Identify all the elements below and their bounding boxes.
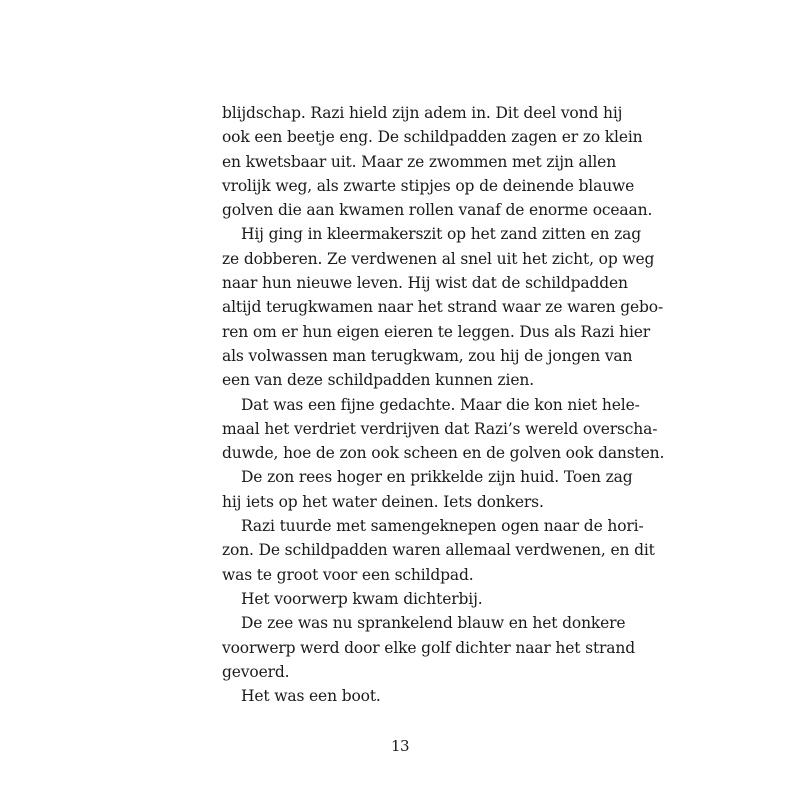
text-line: naar hun nieuwe leven. Hij wist dat de schildpadden — [222, 274, 628, 293]
text-line: zon. De schildpadden waren allemaal verdwenen, en dit — [222, 541, 655, 560]
text-line: vrolijk weg, als zwarte stipjes op de deinende blauwe — [222, 176, 635, 195]
text-line: ook een beetje eng. De schildpadden zagen er zo klein — [222, 128, 643, 147]
text-line: altijd terugkwamen naar het strand waar ze waren gebo- — [222, 298, 664, 317]
text-line: voorwerp werd door elke golf dichter naar het strand — [222, 638, 635, 657]
text-line: Het voorwerp kwam dichterbij. — [241, 589, 483, 608]
text-line: golven die aan kwamen rollen vanaf de enorme oceaan. — [222, 201, 653, 220]
text-line: hij iets op het water deinen. Iets donkers. — [222, 492, 544, 511]
text-line: gevoerd. — [222, 662, 290, 681]
page-number: 13 — [390, 737, 410, 755]
book-page-text — [222, 101, 665, 708]
text-line: De zee was nu sprankelend blauw en het donkere — [241, 614, 626, 633]
text-line: duwde, hoe de zon ook scheen en de golven ook dansten. — [222, 444, 665, 463]
text-line: een van deze schildpadden kunnen zien. — [222, 371, 534, 390]
text-line: De zon rees hoger en prikkelde zijn huid. Toen zag — [241, 468, 633, 487]
text-line: blijdschap. Razi hield zijn adem in. Dit deel vond hij — [222, 104, 623, 122]
text-line: maal het verdriet verdrijven dat Razi’s wereld overscha- — [222, 419, 658, 438]
text-line: Razi tuurde met samengeknepen ogen naar de hori- — [241, 517, 644, 536]
text-line: ze dobberen. Ze verdwenen al snel uit het zicht, op weg — [222, 249, 655, 268]
text-line: Hij ging in kleermakerszit op het zand zitten en zag — [241, 225, 642, 244]
text-line: en kwetsbaar uit. Maar ze zwommen met zijn allen — [222, 152, 617, 171]
text-line: als volwassen man terugkwam, zou hij de jongen van — [222, 346, 633, 365]
text-line: Dat was een fijne gedachte. Maar die kon niet hele- — [241, 395, 640, 414]
text-line: was te groot voor een schildpad. — [222, 565, 474, 584]
text-line: Het was een boot. — [241, 687, 381, 706]
text-line: ren om er hun eigen eieren te leggen. Dus als Razi hier — [222, 322, 651, 341]
